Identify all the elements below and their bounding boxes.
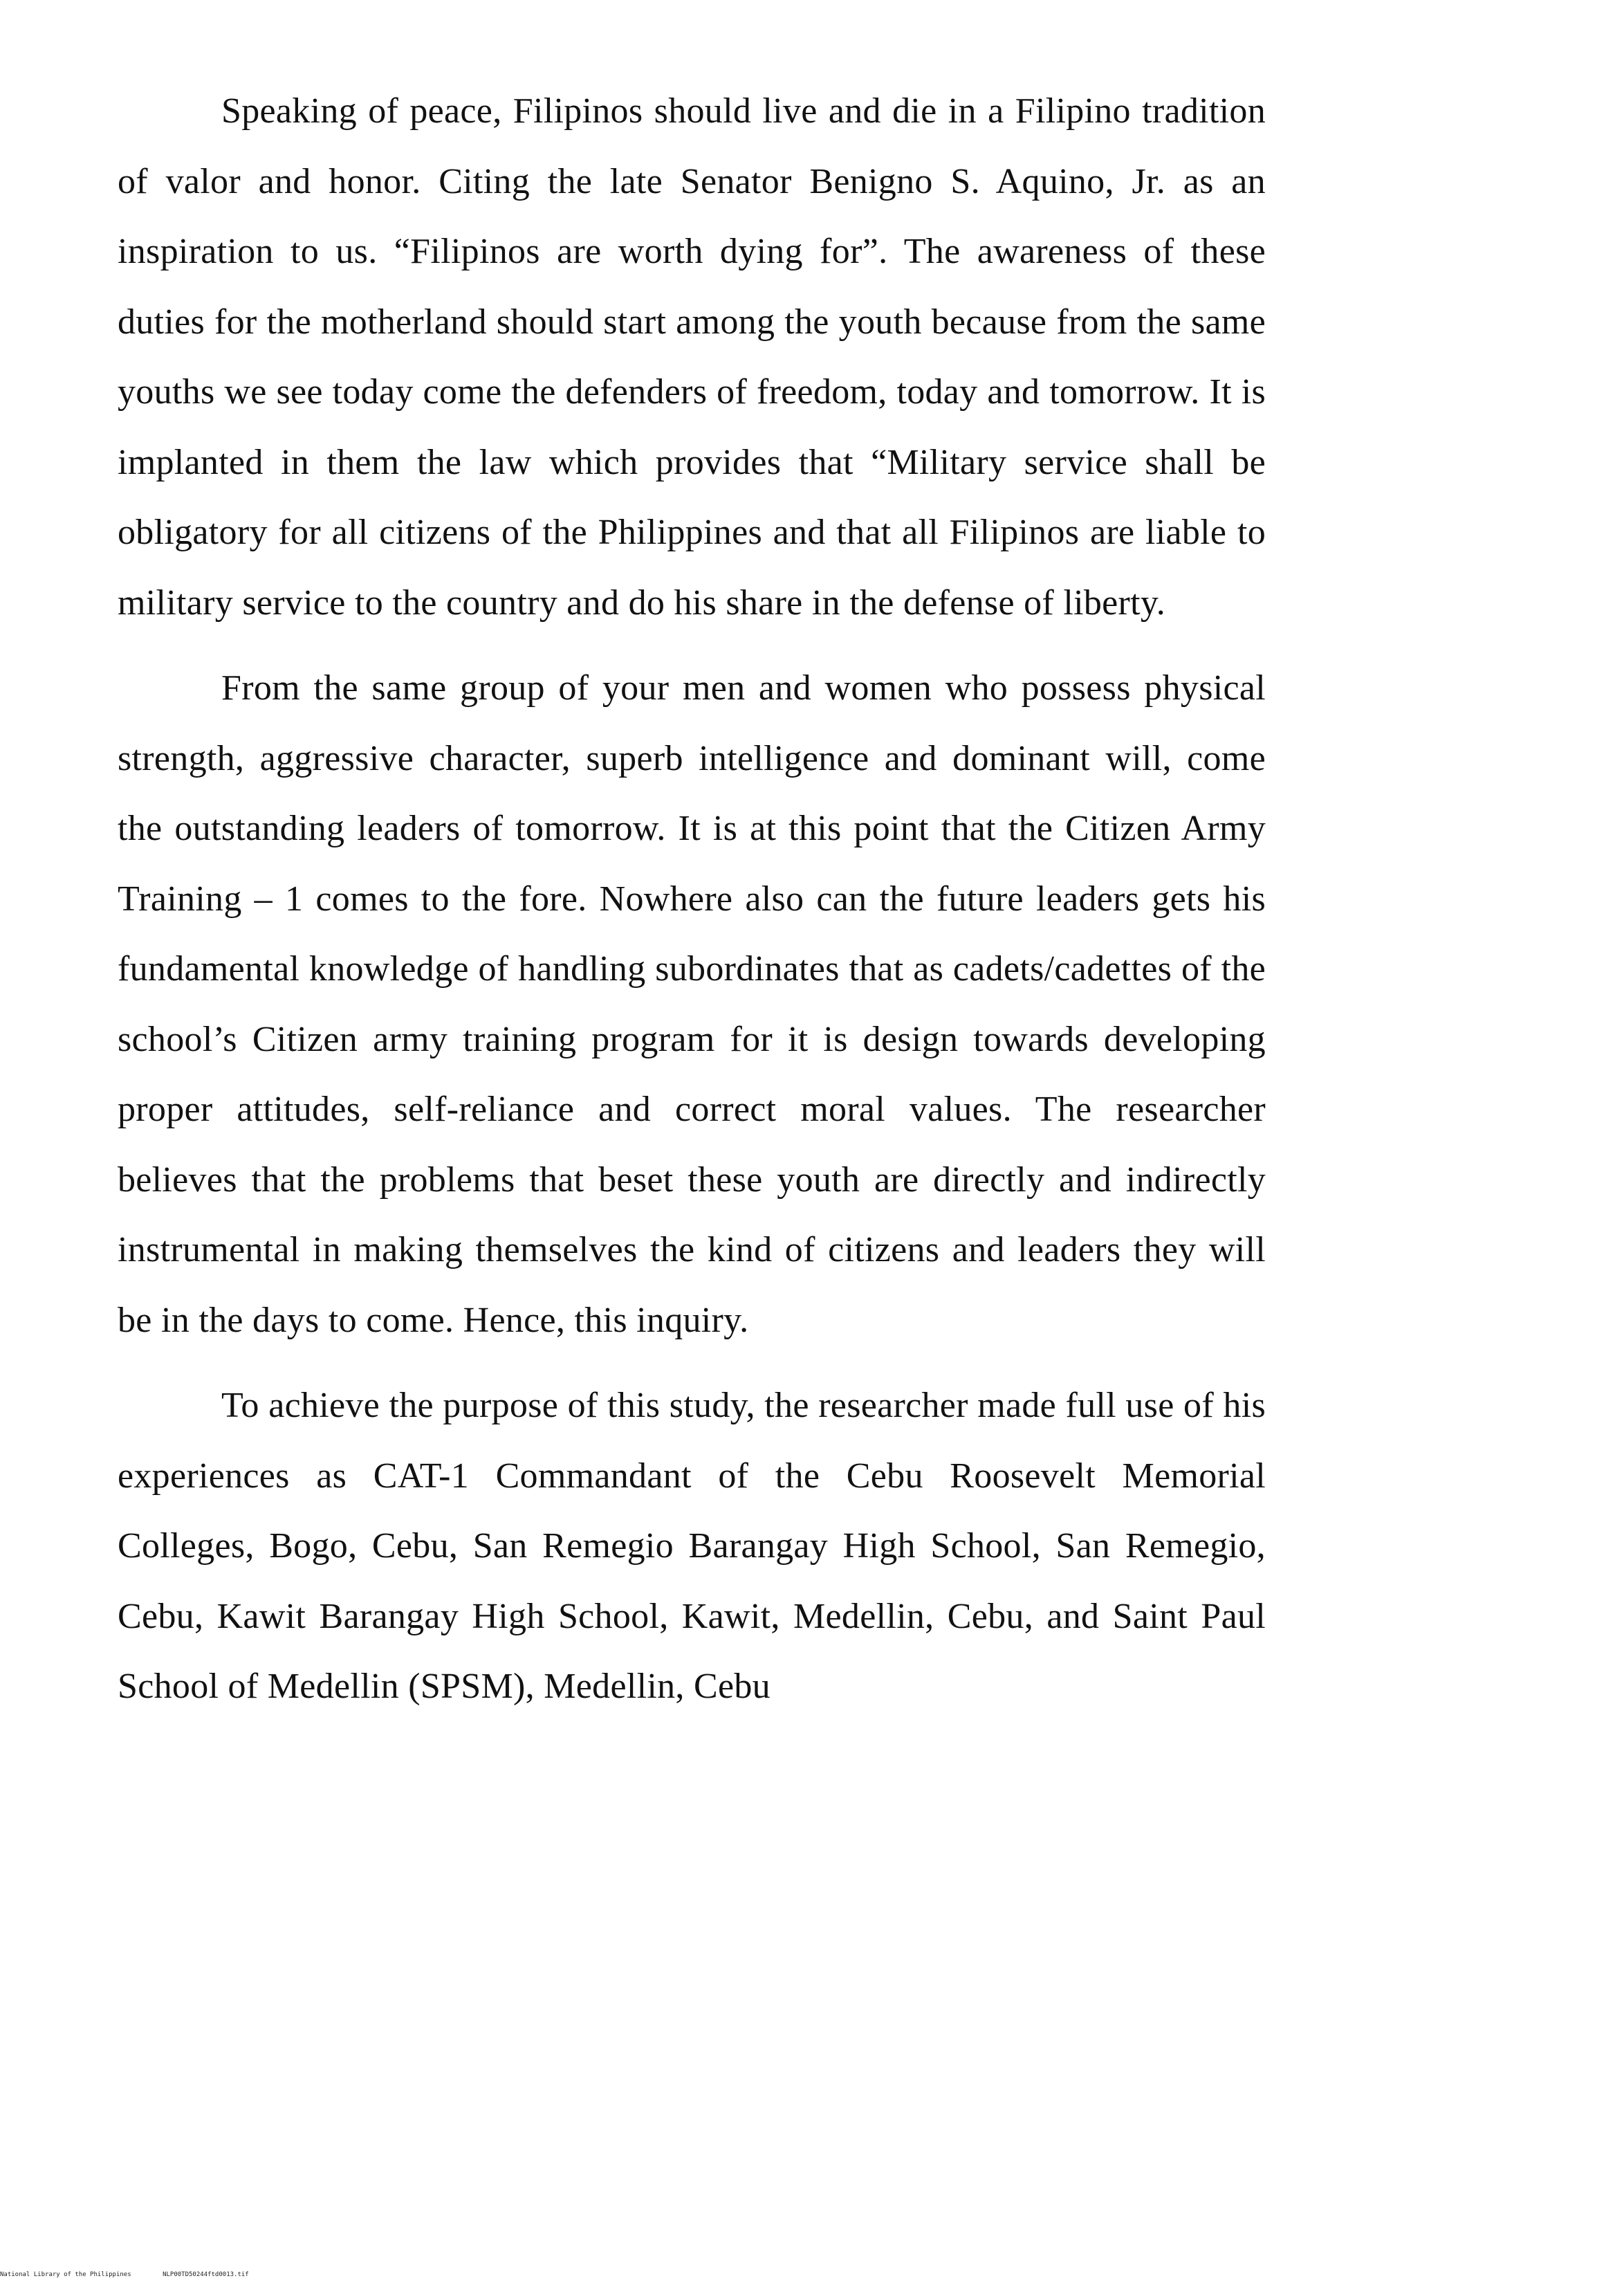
scan-footer xyxy=(0,2271,249,2279)
footer-library-name: National Library of the Philippines xyxy=(0,2271,131,2278)
paragraph-1: Speaking of peace, Filipinos should live and die in a Filipino tradition of valor and honor. Citing the late Senator Benigno S. Aquino, Jr. as an inspiration to us. “Filipinos are worth dying for”. The awareness of these duties for the motherland should start among the youth because from the same youths we see today come the defenders of freedom, today and tomorrow. It is implanted in them the law which provides that “Military service shall be obligatory for all citizens of the Philippines and that all Filipinos are liable to military service to the country and do his share in the defense of liberty. xyxy=(118,91,1266,623)
paragraph-3: To achieve the purpose of this study, the researcher made full use of his experiences as CAT-1 Commandant of the Cebu Roosevelt Memorial Colleges, Bogo, Cebu, San Remegio Barangay High School, San Remegio, Cebu, Kawit Barangay High School, Kawit, Medellin, Cebu, and Saint Paul School of Medellin (SPSM), Medellin, Cebu xyxy=(118,1386,1266,1706)
body-text xyxy=(118,76,1266,1722)
paragraph-2: From the same group of your men and women who possess physical strength, aggressive character, superb intelligence and dominant will, come the outstanding leaders of tomorrow. It is at this point that the Citizen Army Training – 1 comes to the fore. Nowhere also can the future leaders gets his fundamental knowledge of handling subordinates that as cadets/cadettes of the school’s Citizen army training program for it is design towards developing proper attitudes, self-reliance and correct moral values. The researcher believes that the problems that beset these youth are directly and indirectly instrumental in making themselves the kind of citizens and leaders they will be in the days to come. Hence, this inquiry. xyxy=(118,668,1266,1340)
footer-file-id: NLP00TD50244ftd0013.tif xyxy=(163,2271,249,2278)
